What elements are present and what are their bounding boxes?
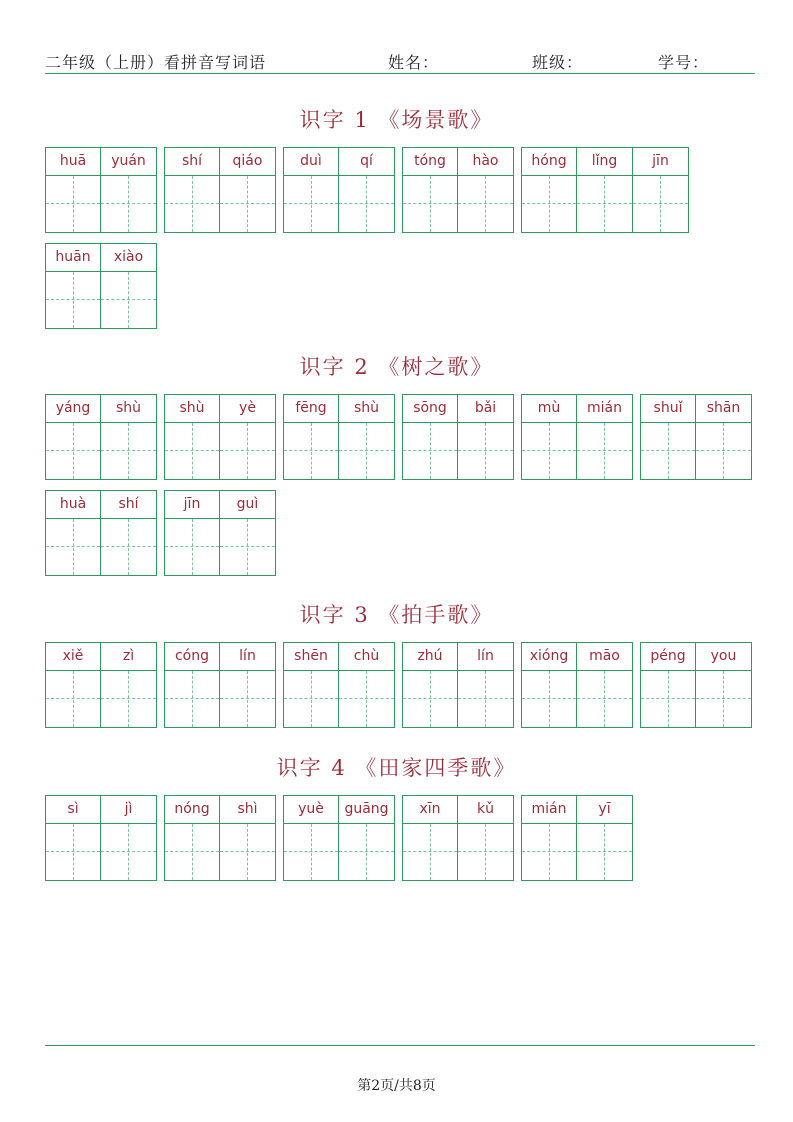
- character-cell: [220, 642, 276, 728]
- character-cell: [696, 642, 752, 728]
- grid-guide-horizontal: [696, 450, 751, 451]
- grid-guide-vertical: [192, 423, 193, 479]
- writing-grid[interactable]: [577, 176, 633, 233]
- grid-guide-vertical: [668, 423, 669, 479]
- writing-grid[interactable]: [45, 423, 101, 480]
- character-cell: [164, 147, 220, 233]
- writing-grid[interactable]: [164, 176, 220, 233]
- writing-grid[interactable]: [164, 824, 220, 881]
- grid-guide-vertical: [723, 671, 724, 727]
- grid-guide-horizontal: [101, 450, 156, 451]
- character-cell: [521, 795, 577, 881]
- pinyin-label: xiě: [45, 642, 101, 671]
- pinyin-label: jì: [101, 795, 157, 824]
- pinyin-label: hóng: [521, 147, 577, 176]
- grid-guide-vertical: [247, 176, 248, 232]
- writing-grid[interactable]: [339, 671, 395, 728]
- character-cell: [521, 147, 577, 233]
- pinyin-label: nóng: [164, 795, 220, 824]
- pinyin-label: qí: [339, 147, 395, 176]
- grid-guide-vertical: [485, 671, 486, 727]
- grid-guide-vertical: [604, 176, 605, 232]
- writing-grid[interactable]: [458, 824, 514, 881]
- pinyin-label: guì: [220, 490, 276, 519]
- pinyin-label: you: [696, 642, 752, 671]
- character-cell: [696, 394, 752, 480]
- word-box: [45, 642, 157, 728]
- character-cell: [220, 490, 276, 576]
- grid-guide-vertical: [247, 423, 248, 479]
- character-cell: [458, 147, 514, 233]
- pinyin-label: sōng: [402, 394, 458, 423]
- character-cell: [101, 243, 157, 329]
- writing-grid[interactable]: [101, 671, 157, 728]
- grid-guide-horizontal: [165, 450, 219, 451]
- section-title: 识字 1 《场景歌》: [299, 108, 494, 132]
- word-box: [521, 795, 633, 881]
- grid-guide-vertical: [430, 176, 431, 232]
- writing-grid[interactable]: [402, 824, 458, 881]
- character-cell: [458, 394, 514, 480]
- word-box: [640, 394, 752, 480]
- character-cell: [101, 642, 157, 728]
- grid-guide-horizontal: [522, 203, 576, 204]
- character-cell: [164, 394, 220, 480]
- character-cell: [640, 394, 696, 480]
- writing-grid[interactable]: [458, 671, 514, 728]
- footer-divider: [45, 1045, 755, 1046]
- pinyin-label: shí: [164, 147, 220, 176]
- grid-guide-horizontal: [577, 851, 632, 852]
- pinyin-label: mián: [577, 394, 633, 423]
- pinyin-label: shù: [101, 394, 157, 423]
- grid-guide-horizontal: [165, 851, 219, 852]
- grid-guide-horizontal: [284, 851, 338, 852]
- word-box: [521, 642, 633, 728]
- grid-guide-vertical: [192, 671, 193, 727]
- student-number-label: 学号：: [658, 53, 710, 72]
- grid-guide-horizontal: [403, 698, 457, 699]
- character-cell: [45, 795, 101, 881]
- grid-guide-vertical: [128, 423, 129, 479]
- grid-guide-vertical: [128, 519, 129, 575]
- grid-guide-horizontal: [101, 546, 156, 547]
- pinyin-label: lín: [220, 642, 276, 671]
- pinyin-label: jīn: [633, 147, 689, 176]
- writing-grid[interactable]: [402, 423, 458, 480]
- grid-guide-horizontal: [165, 698, 219, 699]
- writing-grid[interactable]: [458, 176, 514, 233]
- grid-guide-horizontal: [522, 851, 576, 852]
- writing-grid[interactable]: [521, 824, 577, 881]
- pinyin-label: huā: [45, 147, 101, 176]
- writing-grid[interactable]: [521, 423, 577, 480]
- word-box: [283, 394, 395, 480]
- writing-grid[interactable]: [577, 423, 633, 480]
- writing-grid[interactable]: [45, 824, 101, 881]
- writing-grid[interactable]: [521, 176, 577, 233]
- grid-guide-horizontal: [339, 851, 394, 852]
- writing-grid[interactable]: [402, 176, 458, 233]
- pinyin-label: mián: [521, 795, 577, 824]
- character-cell: [45, 490, 101, 576]
- section-title: 识字 2 《树之歌》: [299, 355, 494, 379]
- grid-guide-horizontal: [522, 450, 576, 451]
- grid-guide-horizontal: [46, 698, 100, 699]
- word-box: [283, 795, 395, 881]
- character-cell: [164, 490, 220, 576]
- word-box: [402, 795, 514, 881]
- pinyin-label: xiào: [101, 243, 157, 272]
- writing-grid[interactable]: [101, 272, 157, 329]
- character-cell: [521, 642, 577, 728]
- grid-guide-horizontal: [220, 450, 275, 451]
- pinyin-label: huān: [45, 243, 101, 272]
- character-cell: [402, 147, 458, 233]
- grid-guide-vertical: [430, 671, 431, 727]
- character-cell: [283, 795, 339, 881]
- word-box: [45, 394, 157, 480]
- character-cell: [220, 147, 276, 233]
- writing-grid[interactable]: [640, 671, 696, 728]
- pinyin-label: qiáo: [220, 147, 276, 176]
- grid-guide-vertical: [192, 519, 193, 575]
- writing-grid[interactable]: [283, 423, 339, 480]
- grid-guide-vertical: [485, 176, 486, 232]
- character-cell: [633, 147, 689, 233]
- character-cell: [339, 795, 395, 881]
- word-box: [164, 394, 276, 480]
- character-cell: [339, 642, 395, 728]
- character-cell: [458, 795, 514, 881]
- grid-guide-horizontal: [46, 851, 100, 852]
- grid-guide-vertical: [366, 824, 367, 880]
- grid-guide-horizontal: [284, 203, 338, 204]
- writing-grid[interactable]: [339, 824, 395, 881]
- grid-guide-horizontal: [403, 203, 457, 204]
- pinyin-label: yuán: [101, 147, 157, 176]
- pinyin-label: huà: [45, 490, 101, 519]
- character-cell: [402, 394, 458, 480]
- word-box: [45, 490, 157, 576]
- word-box: [521, 147, 689, 233]
- character-cell: [101, 795, 157, 881]
- grid-guide-vertical: [668, 671, 669, 727]
- pinyin-label: jīn: [164, 490, 220, 519]
- pinyin-label: bǎi: [458, 394, 514, 423]
- pinyin-label: péng: [640, 642, 696, 671]
- word-box: [402, 642, 514, 728]
- grid-guide-horizontal: [522, 698, 576, 699]
- pinyin-label: māo: [577, 642, 633, 671]
- grid-guide-vertical: [723, 423, 724, 479]
- grid-guide-horizontal: [339, 698, 394, 699]
- pinyin-label: zì: [101, 642, 157, 671]
- grid-guide-vertical: [247, 671, 248, 727]
- writing-grid[interactable]: [45, 519, 101, 576]
- grid-guide-vertical: [549, 671, 550, 727]
- writing-grid[interactable]: [164, 671, 220, 728]
- grid-guide-vertical: [73, 176, 74, 232]
- grid-guide-vertical: [192, 824, 193, 880]
- pinyin-label: fēng: [283, 394, 339, 423]
- grid-guide-vertical: [73, 671, 74, 727]
- character-cell: [45, 394, 101, 480]
- writing-grid[interactable]: [696, 423, 752, 480]
- pinyin-label: sì: [45, 795, 101, 824]
- word-box: [521, 394, 633, 480]
- grid-guide-vertical: [366, 176, 367, 232]
- character-cell: [339, 147, 395, 233]
- pinyin-label: yī: [577, 795, 633, 824]
- writing-grid[interactable]: [101, 824, 157, 881]
- grid-guide-vertical: [549, 824, 550, 880]
- character-cell: [164, 642, 220, 728]
- character-cell: [577, 147, 633, 233]
- writing-grid[interactable]: [339, 423, 395, 480]
- grid-guide-horizontal: [46, 203, 100, 204]
- grid-guide-vertical: [128, 671, 129, 727]
- pinyin-label: kǔ: [458, 795, 514, 824]
- grid-guide-vertical: [73, 423, 74, 479]
- grid-guide-horizontal: [46, 299, 100, 300]
- word-box: [164, 795, 276, 881]
- grid-guide-horizontal: [46, 450, 100, 451]
- writing-grid[interactable]: [521, 671, 577, 728]
- writing-grid[interactable]: [577, 824, 633, 881]
- grid-guide-horizontal: [339, 203, 394, 204]
- writing-grid[interactable]: [633, 176, 689, 233]
- grid-guide-horizontal: [220, 546, 275, 547]
- grid-guide-horizontal: [458, 450, 513, 451]
- writing-grid[interactable]: [220, 671, 276, 728]
- writing-grid[interactable]: [45, 176, 101, 233]
- character-cell: [458, 642, 514, 728]
- header-divider: [45, 73, 755, 74]
- word-box: [640, 642, 752, 728]
- pinyin-label: yuè: [283, 795, 339, 824]
- grid-guide-vertical: [311, 671, 312, 727]
- grid-guide-vertical: [128, 824, 129, 880]
- pinyin-label: shēn: [283, 642, 339, 671]
- character-cell: [101, 147, 157, 233]
- grid-guide-horizontal: [458, 698, 513, 699]
- grid-guide-horizontal: [577, 450, 632, 451]
- grid-guide-horizontal: [101, 203, 156, 204]
- grid-guide-vertical: [366, 423, 367, 479]
- writing-grid[interactable]: [283, 176, 339, 233]
- grid-guide-vertical: [192, 176, 193, 232]
- grid-guide-horizontal: [641, 698, 695, 699]
- pinyin-label: xióng: [521, 642, 577, 671]
- pinyin-label: yáng: [45, 394, 101, 423]
- grid-guide-vertical: [660, 176, 661, 232]
- writing-grid[interactable]: [283, 671, 339, 728]
- grid-guide-horizontal: [458, 203, 513, 204]
- character-cell: [101, 490, 157, 576]
- writing-grid[interactable]: [283, 824, 339, 881]
- character-cell: [45, 147, 101, 233]
- pinyin-label: hào: [458, 147, 514, 176]
- grid-guide-horizontal: [403, 851, 457, 852]
- section-title: 识字 3 《拍手歌》: [299, 603, 494, 627]
- pinyin-label: xīn: [402, 795, 458, 824]
- grid-guide-horizontal: [165, 203, 219, 204]
- character-cell: [45, 243, 101, 329]
- class-label: 班级：: [532, 53, 584, 72]
- grid-guide-vertical: [485, 423, 486, 479]
- character-cell: [220, 394, 276, 480]
- word-box: [45, 795, 157, 881]
- grid-guide-vertical: [247, 519, 248, 575]
- grid-guide-horizontal: [577, 698, 632, 699]
- pinyin-label: guāng: [339, 795, 395, 824]
- word-box: [45, 243, 157, 329]
- pinyin-label: duì: [283, 147, 339, 176]
- pinyin-label: tóng: [402, 147, 458, 176]
- pinyin-label: shù: [339, 394, 395, 423]
- grid-guide-horizontal: [641, 450, 695, 451]
- grid-guide-vertical: [311, 176, 312, 232]
- pinyin-label: shù: [164, 394, 220, 423]
- writing-grid[interactable]: [220, 176, 276, 233]
- word-box: [164, 642, 276, 728]
- grid-guide-horizontal: [696, 698, 751, 699]
- page-header: [0, 0, 793, 75]
- grid-guide-vertical: [366, 671, 367, 727]
- writing-grid[interactable]: [45, 272, 101, 329]
- word-box: [283, 147, 395, 233]
- pinyin-label: chù: [339, 642, 395, 671]
- pinyin-label: yè: [220, 394, 276, 423]
- word-box: [402, 147, 514, 233]
- writing-grid[interactable]: [45, 671, 101, 728]
- writing-grid[interactable]: [402, 671, 458, 728]
- character-cell: [164, 795, 220, 881]
- word-box: [164, 490, 276, 576]
- character-cell: [402, 642, 458, 728]
- character-cell: [402, 795, 458, 881]
- pinyin-label: cóng: [164, 642, 220, 671]
- grid-guide-vertical: [430, 824, 431, 880]
- grid-guide-horizontal: [458, 851, 513, 852]
- grid-guide-vertical: [311, 824, 312, 880]
- word-box: [402, 394, 514, 480]
- character-cell: [339, 394, 395, 480]
- character-cell: [220, 795, 276, 881]
- character-cell: [521, 394, 577, 480]
- writing-grid[interactable]: [220, 824, 276, 881]
- grid-guide-vertical: [604, 423, 605, 479]
- grid-guide-horizontal: [577, 203, 632, 204]
- character-cell: [577, 795, 633, 881]
- character-cell: [45, 642, 101, 728]
- character-cell: [577, 394, 633, 480]
- pinyin-label: lǐng: [577, 147, 633, 176]
- grid-guide-vertical: [549, 176, 550, 232]
- grid-guide-horizontal: [633, 203, 688, 204]
- name-label: 姓名：: [388, 53, 440, 72]
- section-title: 识字 4 《田家四季歌》: [276, 756, 517, 780]
- grid-guide-vertical: [549, 423, 550, 479]
- grid-guide-vertical: [311, 423, 312, 479]
- grid-guide-horizontal: [101, 299, 156, 300]
- character-cell: [640, 642, 696, 728]
- grid-guide-vertical: [604, 671, 605, 727]
- grid-guide-horizontal: [220, 698, 275, 699]
- character-cell: [577, 642, 633, 728]
- writing-grid[interactable]: [101, 176, 157, 233]
- writing-grid[interactable]: [164, 423, 220, 480]
- word-box: [283, 642, 395, 728]
- grid-guide-vertical: [430, 423, 431, 479]
- writing-grid[interactable]: [101, 519, 157, 576]
- grid-guide-horizontal: [284, 450, 338, 451]
- writing-grid[interactable]: [339, 176, 395, 233]
- grid-guide-vertical: [247, 824, 248, 880]
- pinyin-label: lín: [458, 642, 514, 671]
- grid-guide-horizontal: [339, 450, 394, 451]
- grid-guide-vertical: [73, 272, 74, 328]
- worksheet-title: 二年级（上册）看拼音写词语: [45, 53, 267, 72]
- character-cell: [283, 642, 339, 728]
- grid-guide-horizontal: [101, 851, 156, 852]
- grid-guide-horizontal: [220, 851, 275, 852]
- pinyin-label: mù: [521, 394, 577, 423]
- writing-grid[interactable]: [101, 423, 157, 480]
- page-number: 第2页/共8页: [357, 1078, 436, 1094]
- pinyin-label: zhú: [402, 642, 458, 671]
- writing-grid[interactable]: [220, 519, 276, 576]
- word-box: [164, 147, 276, 233]
- grid-guide-horizontal: [284, 698, 338, 699]
- writing-grid[interactable]: [458, 423, 514, 480]
- grid-guide-vertical: [128, 176, 129, 232]
- grid-guide-vertical: [73, 824, 74, 880]
- grid-guide-horizontal: [220, 203, 275, 204]
- character-cell: [283, 394, 339, 480]
- grid-guide-vertical: [604, 824, 605, 880]
- writing-grid[interactable]: [164, 519, 220, 576]
- writing-grid[interactable]: [577, 671, 633, 728]
- grid-guide-horizontal: [46, 546, 100, 547]
- word-box: [45, 147, 157, 233]
- writing-grid[interactable]: [696, 671, 752, 728]
- pinyin-label: shí: [101, 490, 157, 519]
- grid-guide-horizontal: [101, 698, 156, 699]
- pinyin-label: shuǐ: [640, 394, 696, 423]
- pinyin-label: shì: [220, 795, 276, 824]
- grid-guide-vertical: [73, 519, 74, 575]
- grid-guide-vertical: [128, 272, 129, 328]
- character-cell: [283, 147, 339, 233]
- writing-grid[interactable]: [640, 423, 696, 480]
- writing-grid[interactable]: [220, 423, 276, 480]
- pinyin-label: shān: [696, 394, 752, 423]
- character-cell: [101, 394, 157, 480]
- grid-guide-horizontal: [165, 546, 219, 547]
- grid-guide-horizontal: [403, 450, 457, 451]
- grid-guide-vertical: [485, 824, 486, 880]
